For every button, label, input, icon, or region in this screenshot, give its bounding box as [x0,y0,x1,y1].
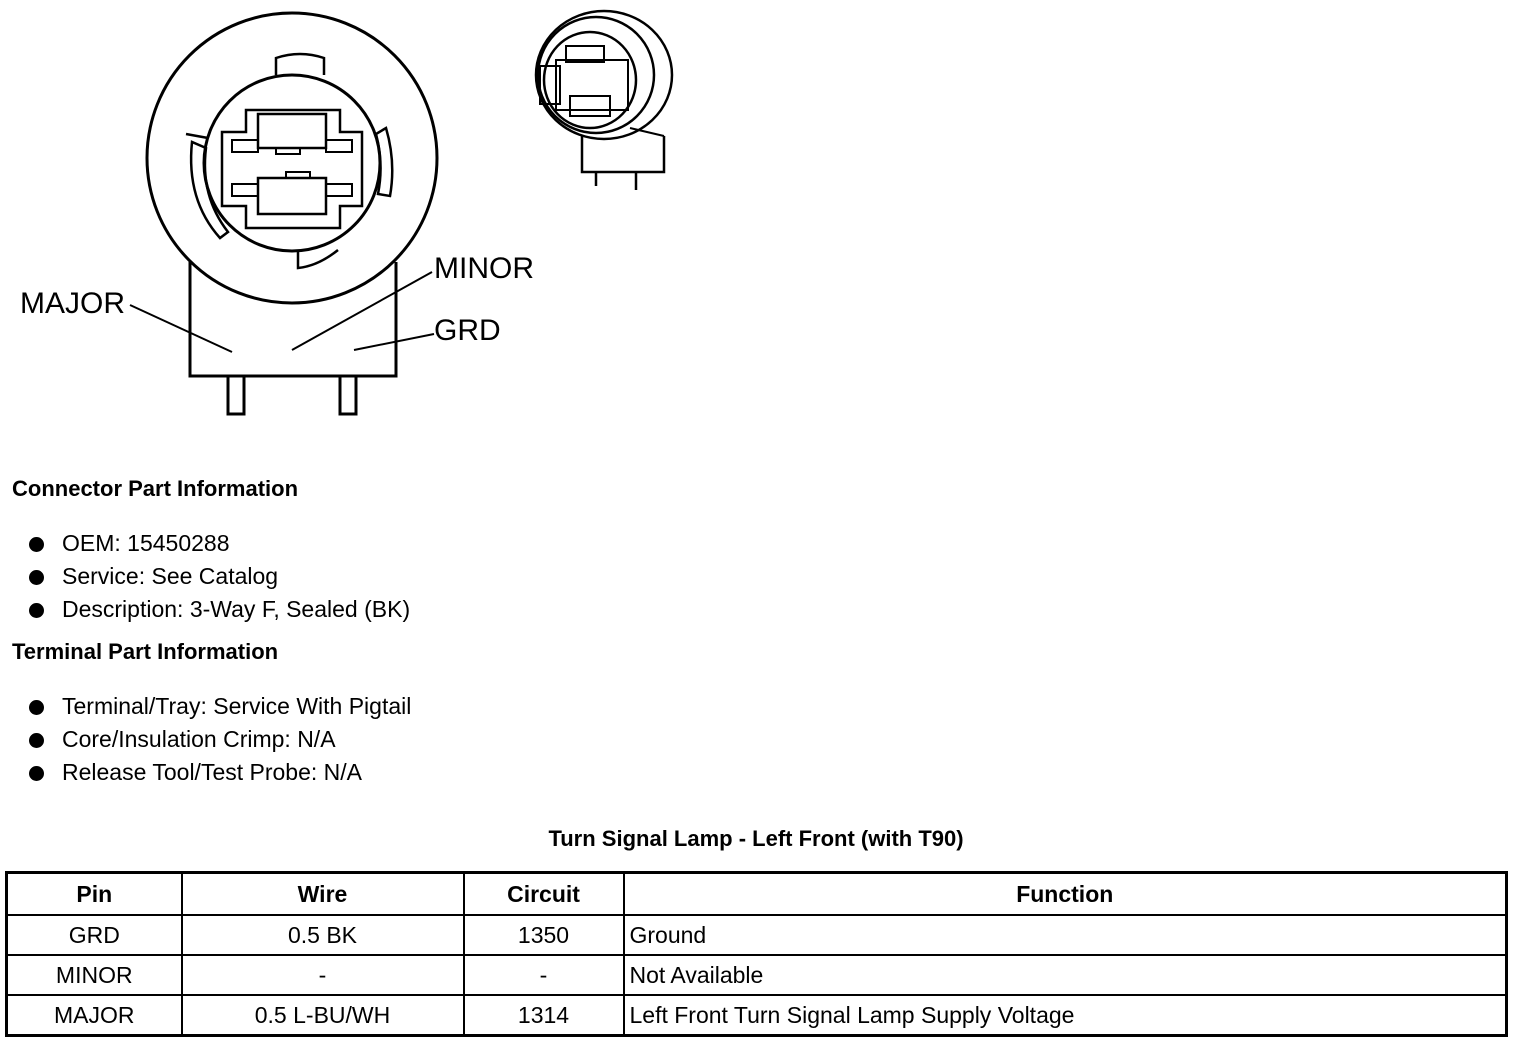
list-item [28,593,410,626]
connector-pin-right [340,376,356,414]
bullet-icon [29,603,44,618]
table-title: Turn Signal Lamp - Left Front (with T90) [548,826,964,851]
table-header-row [7,873,1507,916]
header-wire: Wire [182,873,464,916]
pinout-table [5,871,1508,1037]
bullet-icon [29,537,44,552]
terminal-tray: Terminal/Tray: Service With Pigtail [62,693,412,719]
connector-pin-left [228,376,244,414]
cell-pin: MAJOR [7,995,182,1036]
socket-perspective-view [536,11,672,190]
connector-description: Description: 3-Way F, Sealed (BK) [62,596,411,622]
list-item [28,527,410,560]
header-circuit: Circuit [464,873,624,916]
terminal-list [28,690,411,789]
list-item [28,690,411,723]
cell-circuit: - [464,955,624,995]
bullet-icon [29,700,44,715]
bullet-icon [29,733,44,748]
cell-wire: 0.5 L-BU/WH [182,995,464,1036]
connector-list [28,527,410,626]
list-item [28,560,410,593]
terminal-release-tool: Release Tool/Test Probe: N/A [62,759,363,785]
cell-function: Left Front Turn Signal Lamp Supply Voltage [624,995,1507,1036]
cell-wire: 0.5 BK [182,915,464,955]
table-row [7,915,1507,955]
connector-oem: OEM: 15450288 [62,530,230,556]
label-grd: GRD [434,314,501,347]
bullet-icon [29,570,44,585]
label-major: MAJOR [20,287,125,320]
table-row [7,995,1507,1036]
header-function: Function [624,873,1507,916]
cell-function: Not Available [624,955,1507,995]
list-item [28,756,411,789]
table-row [7,955,1507,995]
terminal-crimp: Core/Insulation Crimp: N/A [62,726,336,752]
terminal-heading: Terminal Part Information [12,639,279,664]
grd-leader-line [354,334,434,350]
cell-pin: MINOR [7,955,182,995]
major-leader-line [130,305,232,352]
connector-service: Service: See Catalog [62,563,279,589]
cell-circuit: 1350 [464,915,624,955]
bullet-icon [29,766,44,781]
cell-circuit: 1314 [464,995,624,1036]
connector-diagram [0,0,760,440]
cell-wire: - [182,955,464,995]
header-pin: Pin [7,873,182,916]
connector-heading: Connector Part Information [12,476,299,501]
label-minor: MINOR [434,252,534,285]
cell-function: Ground [624,915,1507,955]
list-item [28,723,411,756]
cell-pin: GRD [7,915,182,955]
